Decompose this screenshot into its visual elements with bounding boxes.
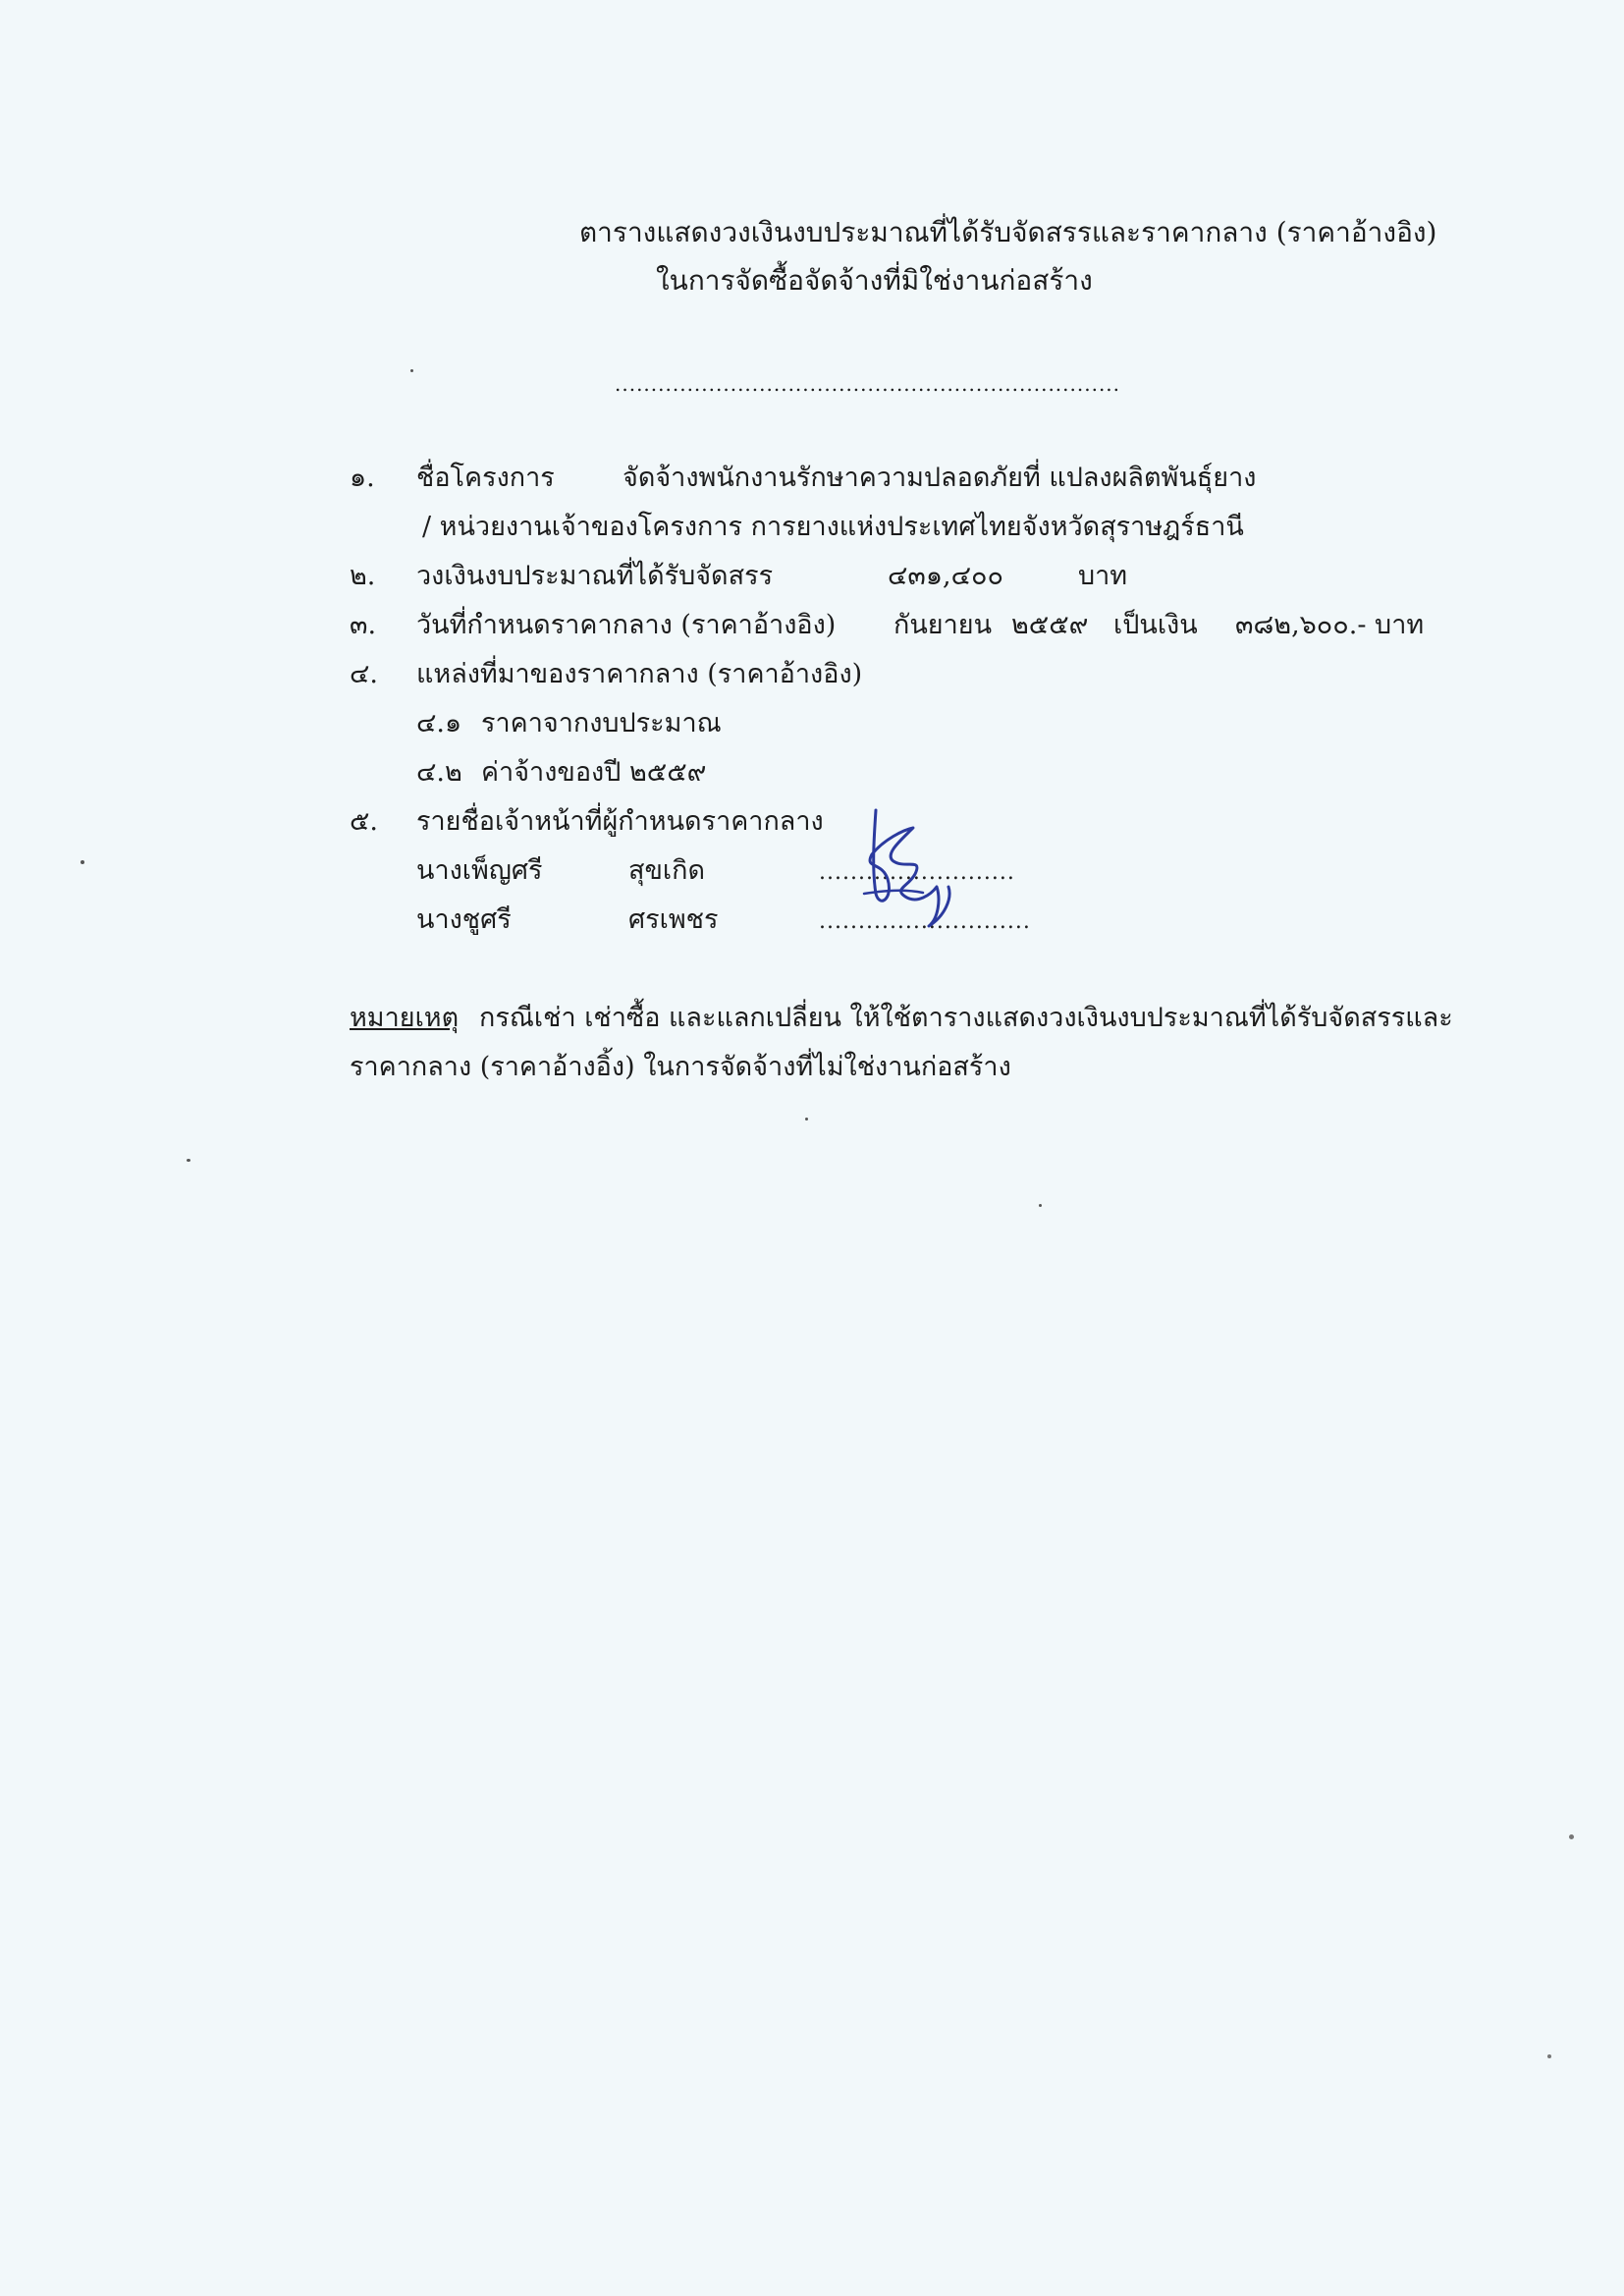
official-2-first-name: นางชูศรี [416,904,512,935]
item-3-year: ๒๕๕๙ [1011,610,1089,640]
item-5-label: รายชื่อเจ้าหน้าที่ผู้กำหนดราคากลาง [416,806,824,837]
scan-speck [805,1118,808,1121]
note-line-1: กรณีเช่า เช่าซื้อ และแลกเปลี่ยน ให้ใช้ตารางแสดงวงเงินงบประมาณที่ได้รับจัดสรรและ [479,1003,1453,1033]
official-1-first-name: นางเพ็ญศรี [416,855,543,886]
scan-speck [410,369,413,372]
scan-speck [1569,1834,1574,1839]
item-4-number: ๔. [350,659,379,689]
handwritten-signature [854,800,962,938]
scan-speck [81,860,84,864]
item-4-1-number: ๔.๑ [416,708,462,738]
item-3-amount: ๓๘๒,๖๐๐.- บาท [1235,610,1425,640]
item-4-1-text: ราคาจากงบประมาณ [481,708,722,738]
item-2-amount: ๔๓๑,๔๐๐ [888,561,1004,591]
item-1-owner-line: / หน่วยงานเจ้าของโครงการ การยางแห่งประเทศไทยจังหวัดสุราษฎร์ธานี [422,512,1244,542]
official-1-signature-line: ......................... [819,860,1015,885]
title-line-1: ตารางแสดงวงเงินงบประมาณที่ได้รับจัดสรรและราคากลาง (ราคาอ้างอิง) [579,216,1437,248]
item-1-number: ๑. [350,463,375,493]
item-1-label: ชื่อโครงการ [416,463,555,493]
item-3-label: วันที่กำหนดราคากลาง (ราคาอ้างอิง) [416,610,837,640]
item-4-2-number: ๔.๒ [416,757,462,788]
item-5-number: ๕. [350,806,379,837]
item-4-label: แหล่งที่มาของราคากลาง (ราคาอ้างอิง) [416,659,863,689]
scan-speck [1039,1204,1042,1207]
note-label: หมายเหตุ [350,1003,460,1033]
item-3-number: ๓. [350,610,377,640]
item-3-month: กันยายน [893,610,993,640]
official-2-signature-line: ........................... [819,909,1031,934]
item-1-value: จัดจ้างพนักงานรักษาความปลอดภัยที่ แปลงผลิตพันธุ์ยาง [623,463,1257,493]
scan-speck [187,1159,190,1162]
title-line-2: ในการจัดซื้อจัดจ้างที่มิใช่งานก่อสร้าง [656,264,1093,297]
item-2-label: วงเงินงบประมาณที่ได้รับจัดสรร [416,561,774,591]
item-4-2-text: ค่าจ้างของปี ๒๕๕๙ [481,757,707,788]
note-line-2: ราคากลาง (ราคาอ้างอิ้ง) ในการจัดจ้างที่ไม่ใช่งานก่อสร้าง [350,1052,1011,1082]
item-2-unit: บาท [1078,561,1128,591]
scan-speck [1547,2054,1551,2058]
item-3-amount-label: เป็นเงิน [1113,610,1198,640]
separator-dots: ...................................................................... [615,372,1121,396]
item-2-number: ๒. [350,561,376,591]
official-2-last-name: ศรเพชร [628,904,719,935]
official-1-last-name: สุขเกิด [628,855,706,886]
